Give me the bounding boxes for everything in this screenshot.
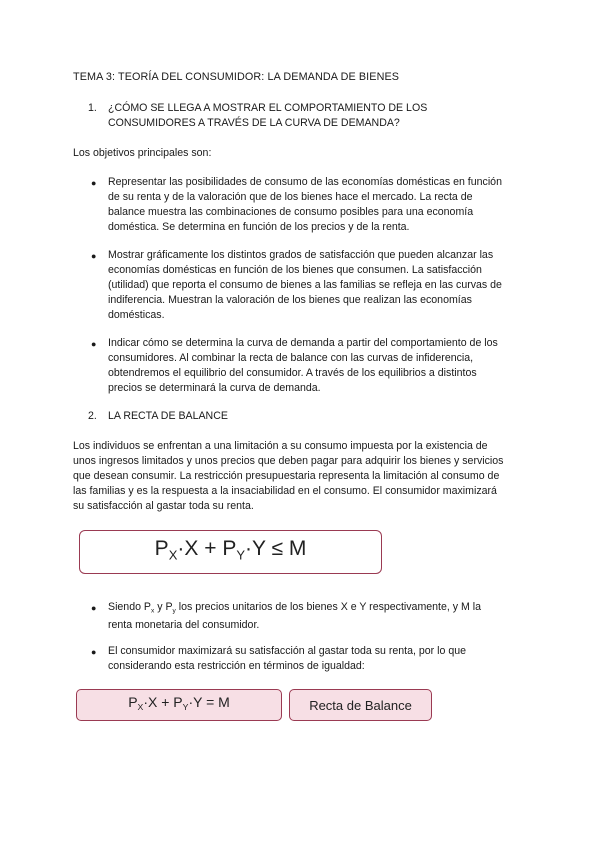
section-number: 2.: [88, 410, 97, 422]
text-line: indiferencia. Muestran la valoración de los bienes que realizan las economías: [108, 294, 472, 306]
text-line: consumidores. Al combinar la recta de balance con las curvas de infiderencia,: [108, 352, 474, 364]
text-line: (utilidad) que reporta el consumo de bienes a las familias se refleja en las curvas de: [108, 279, 502, 291]
formula: $P_X\cdot X + P_Y\cdot Y \le M$: [154, 537, 307, 563]
text-line: unos ingresos limitados y unos precios que deben pagar para adquirir los bienes y servicios: [73, 455, 504, 467]
text-line: Los individuos se enfrentan a una limitación a su consumo impuesta por la existencia de: [73, 440, 488, 452]
objectives-intro: Los objetivos principales son:: [73, 147, 212, 159]
section-heading: LA RECTA DE BALANCE: [108, 410, 228, 422]
text-line: considerando esta restricción en términos de igualdad:: [108, 660, 365, 672]
text-line: Representar las posibilidades de consumo de las economías domésticas en función: [108, 176, 502, 188]
bullet-icon: ●: [91, 178, 97, 188]
section-heading-line: ¿CÓMO SE LLEGA A MOSTRAR EL COMPORTAMIENTO DE LOS: [108, 102, 428, 114]
bullet-icon: ●: [91, 251, 97, 261]
budget-inequality-box: [79, 530, 382, 574]
section-heading-line: CONSUMIDORES A TRAVÉS DE LA CURVA DE DEMANDA?: [108, 117, 400, 129]
budget-equation-box: [76, 689, 282, 721]
text-line: renta monetaria del consumidor.: [108, 619, 260, 632]
text-line: su satisfacción al gastar toda su renta.: [73, 500, 254, 512]
text-line: que desean consumir. La restricción presupuestaria representa la limitación al consumo de: [73, 470, 500, 482]
text-line: Siendo $P_x$ y $P_y$ los precios unitarios de los bienes X e Y respectivamente, y M la: [108, 601, 482, 615]
list-item: [108, 644, 548, 674]
objective-item: [108, 248, 548, 323]
text-line: precios se determinará la curva de demanda.: [108, 382, 321, 394]
text-line: domésticas.: [108, 309, 165, 321]
formula: $P_X\cdot X + P_Y\cdot Y = M$: [128, 693, 230, 713]
body-paragraph: [73, 439, 553, 514]
bullet-icon: ●: [91, 339, 97, 349]
text-line: obtendremos el equilibrio del consumidor. A través de los equilibrios a distintos: [108, 367, 477, 379]
text-line: economías domésticas en función de los bienes que consumen. La satisfacción: [108, 264, 482, 276]
objective-item: [108, 336, 548, 396]
text-line: Indicar cómo se determina la curva de demanda a partir del comportamiento de los: [108, 337, 498, 349]
text-line: las familias y es la respuesta a la insaciabilidad en el consumo. El consumidor maximizará: [73, 485, 497, 497]
list-item: [108, 600, 548, 633]
text-line: Mostrar gráficamente los distintos grados de satisfacción que pueden alcanzar las: [108, 249, 494, 261]
objective-item: [108, 175, 548, 235]
section-number: 1.: [88, 102, 97, 114]
bullet-icon: ●: [91, 603, 97, 613]
page-title: TEMA 3: TEORÍA DEL CONSUMIDOR: LA DEMANDA DE BIENES: [73, 71, 400, 83]
recta-de-balance-label: Recta de Balance: [289, 689, 432, 721]
text-line: El consumidor maximizará su satisfacción al gastar toda su renta, por lo que: [108, 645, 467, 657]
text-line: de su renta y de la valoración que de los bienes hace el mercado. La recta de: [108, 191, 473, 203]
text-line: doméstica. Se determina en función de los precios y de la renta.: [108, 221, 410, 233]
text-line: balance muestra las combinaciones de consumo posibles para una economía: [108, 206, 474, 218]
bullet-icon: ●: [91, 647, 97, 657]
